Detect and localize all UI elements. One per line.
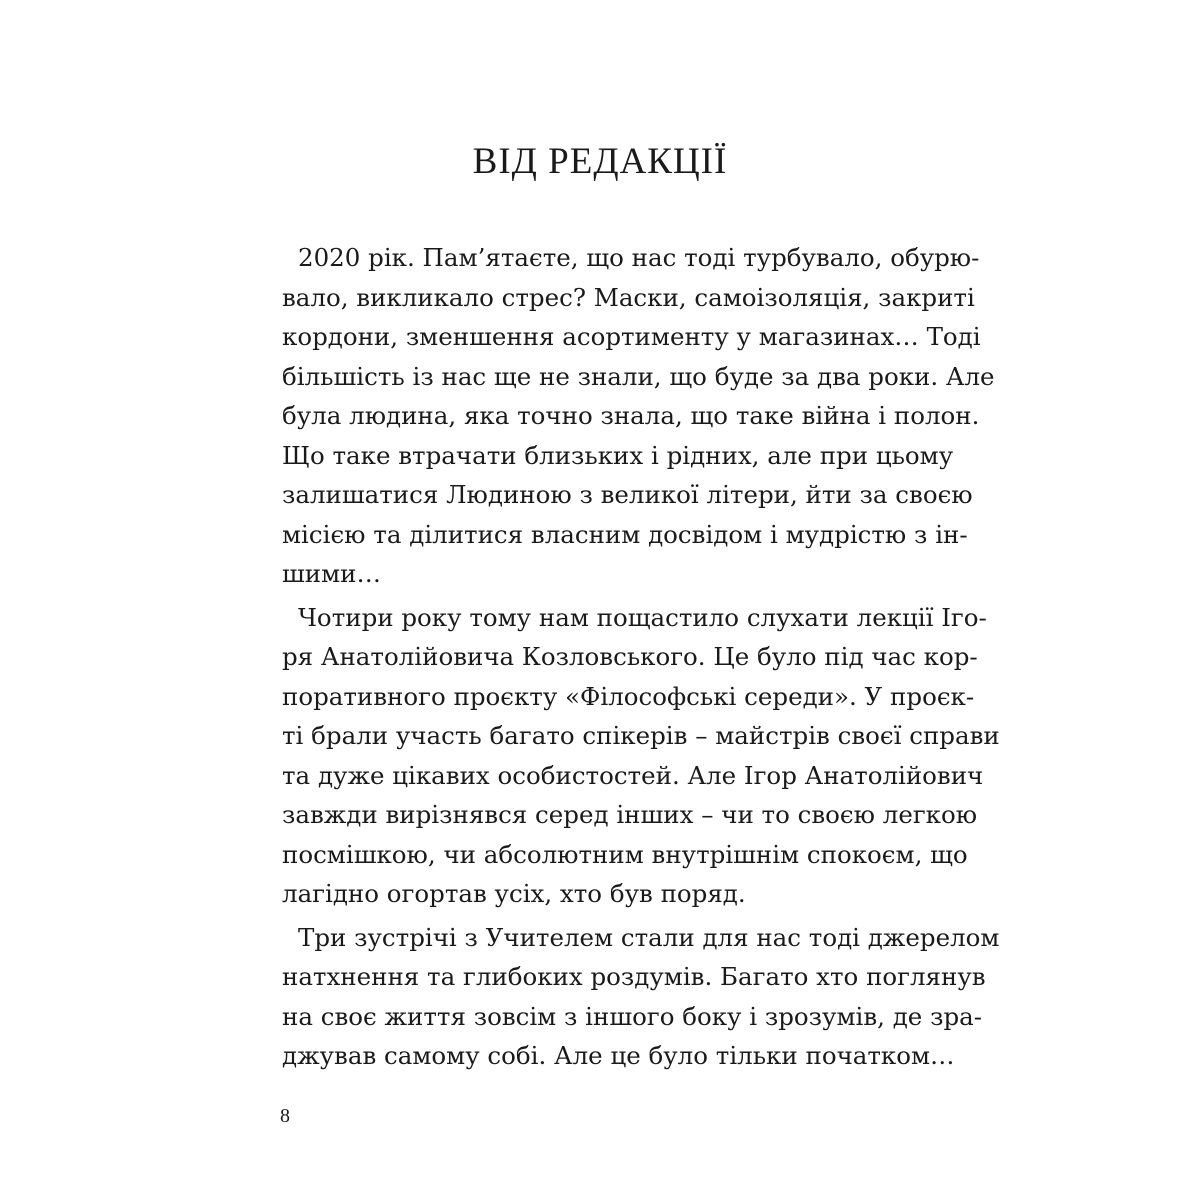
text-line: кордони, зменшення асортименту у магазинах… Тоді: [282, 322, 981, 351]
page-number: 8: [280, 1105, 290, 1127]
text-line: посмішкою, чи абсолютним внутрішнім спокоєм, що: [282, 839, 968, 869]
text-line: більшість із нас ще не знали, що буде за два роки. Але: [282, 361, 995, 391]
text-line: залишатися Людиною з великої літери, йти за своєю: [282, 480, 973, 509]
text-line: ті брали участь багато спікерів – майстрів своєї справи: [282, 721, 1000, 750]
text-line: лагідно огортав усіх, хто був поряд.: [282, 879, 746, 908]
text-line: місією та ділитися власним досвідом і мудрістю з ін-: [282, 519, 968, 549]
text-line: натхнення та глибоких роздумів. Багато хто поглянув: [282, 962, 986, 991]
text-line: була людина, яка точно знала, що таке війна і полон.: [282, 401, 980, 430]
text-line: 2020 рік. Пам’ятаєте, що нас тоді турбувало, обурю-: [298, 243, 980, 272]
text-line: ря Анатолійовича Козловського. Це було під час кор-: [282, 642, 978, 671]
text-line: та дуже цікавих особистостей. Але Ігор Анатолійович: [282, 760, 984, 790]
text-line: джував самому собі. Але це було тільки початком…: [282, 1041, 955, 1070]
text-line: шими…: [282, 559, 381, 588]
chapter-heading: ВІД РЕДАКЦІЇ: [472, 141, 728, 182]
text-line: вало, викликало стрес? Маски, самоізоляція, закриті: [282, 282, 975, 312]
text-line: Три зустрічі з Учителем стали для нас тоді джерелом: [298, 922, 1000, 952]
body-text: [282, 238, 1000, 1080]
text-line: Що таке втрачати близьких і рідних, але при цьому: [282, 440, 954, 470]
text-line: Чотири року тому нам пощастило слухати лекції Ігo-: [298, 602, 987, 632]
paragraph-1: [282, 238, 995, 594]
paragraph-2: [282, 598, 1000, 914]
paragraph-3: [282, 918, 1000, 1076]
text-line: поративного проєкту «Філософські середи». У проєк-: [282, 681, 975, 711]
text-line: завжди вирізнявся серед інших – чи то своєю легкою: [282, 800, 978, 829]
text-line: на своє життя зовсім з іншого боку і зрозумів, де зра-: [282, 1001, 983, 1031]
